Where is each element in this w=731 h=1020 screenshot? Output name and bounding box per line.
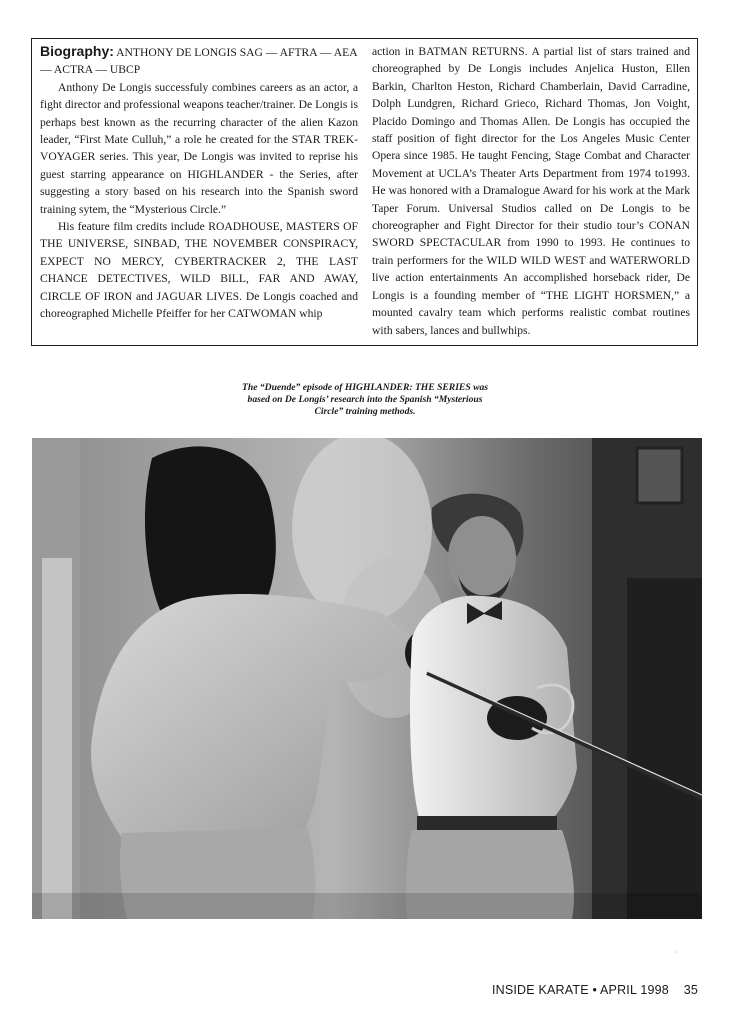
biography-header	[40, 43, 358, 79]
biography-column-left	[40, 43, 358, 323]
photo-caption: The “Duende” episode of HIGHLANDER: THE SERIES was based on De Longis’ research into the Spanish “Mysterious Circle” training methods.	[242, 382, 488, 418]
fencing-photo	[32, 438, 702, 919]
biography-paragraph-3: action in BATMAN RETURNS. A partial list of stars trained and choreographed by De Longis includes Anjelica Huston, Ellen Barkin, Charlton Heston, Richard Chamberlain, David Carradine, Dolph Lundgren, Richard Grieco, Richard Thomas, Jon Voight, Placido Domingo and Thomas Allen. De Longis has occupied the staff position of fight director for the Los Angeles Music Center Opera since 1985. He taught Fencing, Stage Combat and Character Movement at UCLA’s Theater Arts Department from 1974 to1993. He was honored with a Dramalogue Award for his work at the Mark Taper Forum. Universal Studios called on De Longis to be choreographer and Fight Director for their studio tour’s CONAN SWORD SPECTACULAR from 1990 to 1993. He continues to train performers for the WILD WILD WEST and WATERWORLD live action entertainments An accomplished horseback rider, De Longis is a founding member of “THE LIGHT HORSMEN,” a mounted cavalry team which performs realistic combat routines with sabers, lances and bullwhips.	[372, 45, 690, 337]
biography-label: Biography:	[40, 43, 114, 59]
footer-page-number: 35	[683, 983, 698, 997]
biography-subtitle: ANTHONY DE LONGIS SAG — AFTRA — AEA — ACTRA — UBCP	[40, 46, 357, 77]
page-footer	[492, 983, 698, 997]
fencing-photo-illustration	[32, 438, 702, 919]
biography-paragraph-1: Anthony De Longis successfuly combines careers as an actor, a fight director and professional weapons teacher/trainer. De Longis is perhaps best known as the recurring character of the alien Kazon leader, “First Mate Culluh,” a role he created for the STAR TREK-VOYAGER series. This year, De Longis was invited to reprise his guest starring appearance on HIGHLANDER - the Series, after suggesting a story based on his research into the Spanish sword training sytem, the “Mysterious Circle.”	[40, 80, 358, 216]
biography-column-right	[372, 43, 690, 339]
footer-magazine: INSIDE KARATE • APRIL 1998	[491, 983, 669, 997]
print-speck: ·	[675, 948, 678, 957]
biography-box	[31, 38, 698, 346]
biography-paragraph-2: His feature film credits include ROADHOUSE, MASTERS OF THE UNIVERSE, SINBAD, THE NOVEMBER CONSPIRACY, EXPECT NO MERCY, CYBERTRACKER 2, THE LAST CHANCE DETECTIVES, WILD BILL, FAR AND AWAY, CIRCLE OF IRON and JAGUAR LIVES. De Longis coached and choreographed Michelle Pfeiffer for her CATWOMAN whip	[40, 220, 358, 321]
